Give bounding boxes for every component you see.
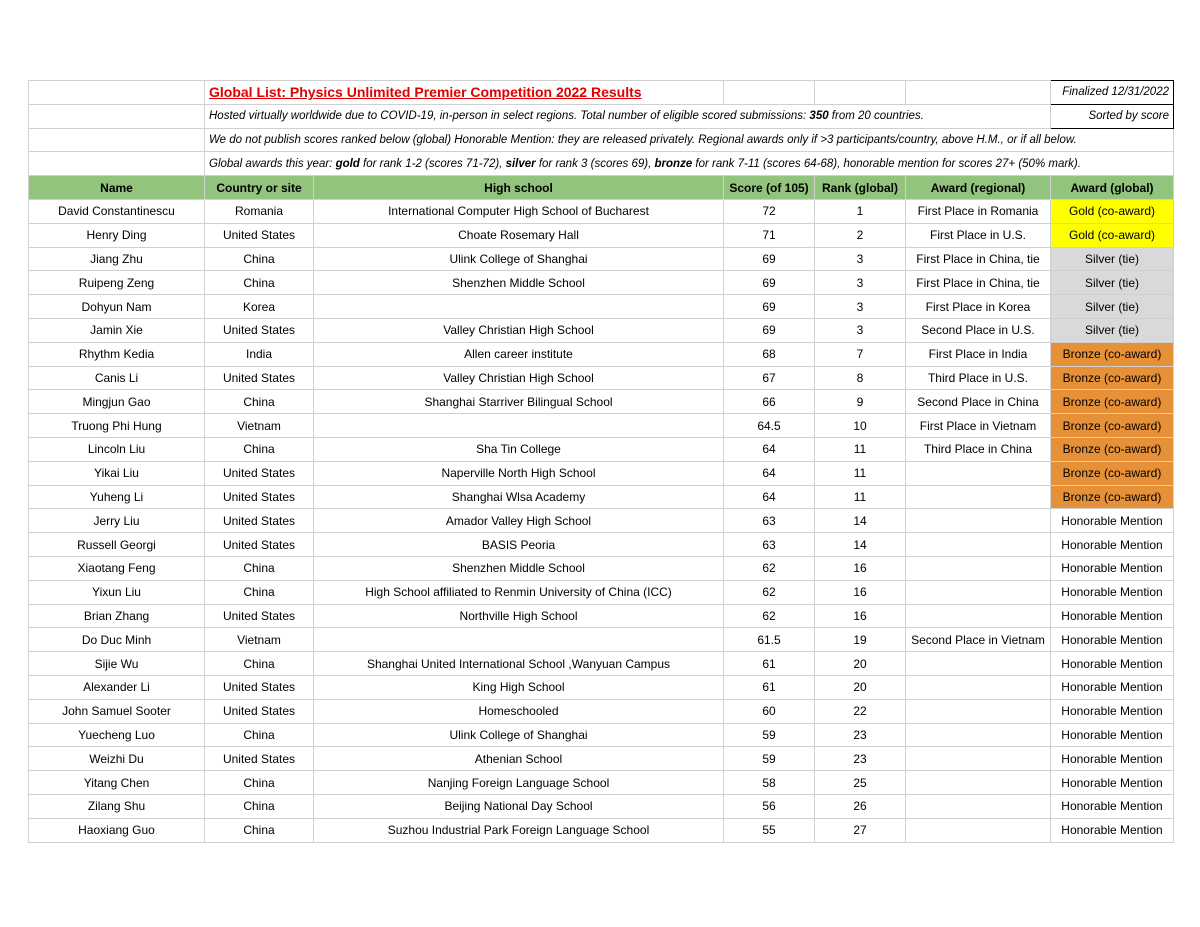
cell-award-global: Silver (tie) bbox=[1051, 295, 1174, 319]
cell-score: 72 bbox=[724, 199, 815, 223]
cell-country: China bbox=[205, 818, 314, 842]
cell-name: Yuecheng Luo bbox=[29, 723, 205, 747]
cell-school bbox=[314, 628, 724, 652]
cell-country: China bbox=[205, 271, 314, 295]
cell-award-regional bbox=[906, 580, 1051, 604]
cell-name: Mingjun Gao bbox=[29, 390, 205, 414]
cell-award-regional: Third Place in U.S. bbox=[906, 366, 1051, 390]
cell-school: Ulink College of Shanghai bbox=[314, 723, 724, 747]
cell-rank: 11 bbox=[815, 461, 906, 485]
cell-score: 62 bbox=[724, 556, 815, 580]
cell-award-global: Silver (tie) bbox=[1051, 318, 1174, 342]
cell-score: 64 bbox=[724, 485, 815, 509]
cell-rank: 23 bbox=[815, 723, 906, 747]
cell-country: United States bbox=[205, 485, 314, 509]
cell-award-global: Bronze (co-award) bbox=[1051, 390, 1174, 414]
cell-award-global: Honorable Mention bbox=[1051, 509, 1174, 533]
table-row bbox=[29, 271, 1174, 295]
finalized-date: Finalized 12/31/2022 bbox=[1051, 81, 1174, 105]
table-row bbox=[29, 556, 1174, 580]
table-row bbox=[29, 794, 1174, 818]
cell-rank: 25 bbox=[815, 771, 906, 795]
cell-rank: 26 bbox=[815, 794, 906, 818]
cell-score: 62 bbox=[724, 604, 815, 628]
col-award-global: Award (global) bbox=[1051, 176, 1174, 200]
cell-school: Shanghai United International School ,Wanyuan Campus bbox=[314, 652, 724, 676]
cell-award-regional bbox=[906, 604, 1051, 628]
cell-name: Brian Zhang bbox=[29, 604, 205, 628]
table-row bbox=[29, 675, 1174, 699]
cell-name: Russell Georgi bbox=[29, 533, 205, 557]
cell-school bbox=[314, 414, 724, 438]
cell-rank: 16 bbox=[815, 580, 906, 604]
table-row bbox=[29, 509, 1174, 533]
results-body bbox=[29, 199, 1174, 842]
col-name: Name bbox=[29, 176, 205, 200]
cell-name: Zilang Shu bbox=[29, 794, 205, 818]
table-row bbox=[29, 652, 1174, 676]
table-row bbox=[29, 747, 1174, 771]
table-row bbox=[29, 414, 1174, 438]
cell-school: Ulink College of Shanghai bbox=[314, 247, 724, 271]
cell-rank: 22 bbox=[815, 699, 906, 723]
cell-school: Valley Christian High School bbox=[314, 318, 724, 342]
cell-school: Valley Christian High School bbox=[314, 366, 724, 390]
cell-award-regional bbox=[906, 747, 1051, 771]
cell-award-regional bbox=[906, 794, 1051, 818]
cell-rank: 10 bbox=[815, 414, 906, 438]
table-row bbox=[29, 580, 1174, 604]
table-row bbox=[29, 723, 1174, 747]
cell-award-regional: First Place in Romania bbox=[906, 199, 1051, 223]
cell-score: 59 bbox=[724, 747, 815, 771]
table-row bbox=[29, 390, 1174, 414]
cell-school bbox=[314, 295, 724, 319]
table-row bbox=[29, 771, 1174, 795]
cell-country: China bbox=[205, 390, 314, 414]
note-award-thresholds: Global awards this year: gold for rank 1-2 (scores 71-72), silver for rank 3 (scores 69), bronze for rank 7-11 (scores 64-68), honorable mention for scores 27+ (50% mark). bbox=[205, 152, 1174, 176]
cell-score: 69 bbox=[724, 295, 815, 319]
cell-name: Haoxiang Guo bbox=[29, 818, 205, 842]
cell-award-regional: Third Place in China bbox=[906, 437, 1051, 461]
cell-rank: 3 bbox=[815, 247, 906, 271]
cell-award-global: Honorable Mention bbox=[1051, 628, 1174, 652]
cell-score: 64 bbox=[724, 461, 815, 485]
cell-school: BASIS Peoria bbox=[314, 533, 724, 557]
cell-school: Choate Rosemary Hall bbox=[314, 223, 724, 247]
cell-award-regional: Second Place in U.S. bbox=[906, 318, 1051, 342]
cell-rank: 19 bbox=[815, 628, 906, 652]
cell-country: United States bbox=[205, 223, 314, 247]
cell-score: 63 bbox=[724, 533, 815, 557]
cell-award-regional: First Place in Vietnam bbox=[906, 414, 1051, 438]
col-country: Country or site bbox=[205, 176, 314, 200]
cell-award-regional bbox=[906, 723, 1051, 747]
cell-rank: 27 bbox=[815, 818, 906, 842]
cell-award-regional: First Place in Korea bbox=[906, 295, 1051, 319]
cell-rank: 7 bbox=[815, 342, 906, 366]
cell-rank: 3 bbox=[815, 271, 906, 295]
cell-score: 64 bbox=[724, 437, 815, 461]
cell-award-global: Honorable Mention bbox=[1051, 699, 1174, 723]
cell-name: Ruipeng Zeng bbox=[29, 271, 205, 295]
cell-name: Alexander Li bbox=[29, 675, 205, 699]
cell-award-regional: First Place in China, tie bbox=[906, 271, 1051, 295]
cell-school: High School affiliated to Renmin University of China (ICC) bbox=[314, 580, 724, 604]
cell-score: 61 bbox=[724, 652, 815, 676]
cell-award-global: Honorable Mention bbox=[1051, 771, 1174, 795]
cell-award-regional bbox=[906, 818, 1051, 842]
cell-name: Yikai Liu bbox=[29, 461, 205, 485]
cell-rank: 23 bbox=[815, 747, 906, 771]
cell-country: China bbox=[205, 580, 314, 604]
cell-country: Romania bbox=[205, 199, 314, 223]
cell-name: Jiang Zhu bbox=[29, 247, 205, 271]
cell-award-global: Honorable Mention bbox=[1051, 580, 1174, 604]
cell-score: 69 bbox=[724, 271, 815, 295]
cell-award-global: Honorable Mention bbox=[1051, 652, 1174, 676]
cell-country: Vietnam bbox=[205, 628, 314, 652]
cell-award-global: Silver (tie) bbox=[1051, 271, 1174, 295]
cell-score: 61.5 bbox=[724, 628, 815, 652]
cell-rank: 14 bbox=[815, 533, 906, 557]
cell-name: Yitang Chen bbox=[29, 771, 205, 795]
cell-school: Naperville North High School bbox=[314, 461, 724, 485]
cell-name: Dohyun Nam bbox=[29, 295, 205, 319]
cell-score: 60 bbox=[724, 699, 815, 723]
cell-school: International Computer High School of Bucharest bbox=[314, 199, 724, 223]
cell-school: Allen career institute bbox=[314, 342, 724, 366]
col-rank: Rank (global) bbox=[815, 176, 906, 200]
cell-school: Amador Valley High School bbox=[314, 509, 724, 533]
cell-country: United States bbox=[205, 509, 314, 533]
cell-name: Jerry Liu bbox=[29, 509, 205, 533]
cell-name: David Constantinescu bbox=[29, 199, 205, 223]
cell-award-regional bbox=[906, 509, 1051, 533]
table-row bbox=[29, 699, 1174, 723]
col-score: Score (of 105) bbox=[724, 176, 815, 200]
cell-country: India bbox=[205, 342, 314, 366]
cell-school: Beijing National Day School bbox=[314, 794, 724, 818]
cell-award-global: Silver (tie) bbox=[1051, 247, 1174, 271]
cell-school: Homeschooled bbox=[314, 699, 724, 723]
cell-school: Suzhou Industrial Park Foreign Language School bbox=[314, 818, 724, 842]
cell-award-global: Gold (co-award) bbox=[1051, 223, 1174, 247]
cell-country: United States bbox=[205, 318, 314, 342]
cell-score: 59 bbox=[724, 723, 815, 747]
cell-name: Truong Phi Hung bbox=[29, 414, 205, 438]
cell-rank: 8 bbox=[815, 366, 906, 390]
cell-award-regional: Second Place in Vietnam bbox=[906, 628, 1051, 652]
table-row bbox=[29, 604, 1174, 628]
cell-award-global: Honorable Mention bbox=[1051, 604, 1174, 628]
cell-award-regional bbox=[906, 652, 1051, 676]
cell-name: Yixun Liu bbox=[29, 580, 205, 604]
cell-award-regional: First Place in China, tie bbox=[906, 247, 1051, 271]
cell-award-regional bbox=[906, 556, 1051, 580]
cell-score: 68 bbox=[724, 342, 815, 366]
note-publication-policy: We do not publish scores ranked below (global) Honorable Mention: they are released privately. Regional awards only if >3 participants/country, above H.M., or if all below. bbox=[205, 128, 1174, 152]
table-row bbox=[29, 818, 1174, 842]
cell-country: China bbox=[205, 723, 314, 747]
sheet-header-block bbox=[29, 81, 1174, 176]
note-submissions: Hosted virtually worldwide due to COVID-19, in-person in select regions. Total number of eligible scored submissions: 350 from 20 countries. bbox=[205, 104, 1051, 128]
cell-award-global: Honorable Mention bbox=[1051, 556, 1174, 580]
table-row bbox=[29, 628, 1174, 652]
cell-rank: 16 bbox=[815, 556, 906, 580]
cell-name: Weizhi Du bbox=[29, 747, 205, 771]
cell-school: King High School bbox=[314, 675, 724, 699]
cell-rank: 2 bbox=[815, 223, 906, 247]
cell-rank: 14 bbox=[815, 509, 906, 533]
cell-award-global: Honorable Mention bbox=[1051, 723, 1174, 747]
cell-country: United States bbox=[205, 461, 314, 485]
cell-award-global: Bronze (co-award) bbox=[1051, 342, 1174, 366]
cell-country: China bbox=[205, 556, 314, 580]
cell-rank: 3 bbox=[815, 295, 906, 319]
cell-country: United States bbox=[205, 604, 314, 628]
cell-award-global: Bronze (co-award) bbox=[1051, 437, 1174, 461]
sort-note: Sorted by score bbox=[1051, 104, 1174, 128]
table-row bbox=[29, 247, 1174, 271]
cell-award-regional: First Place in India bbox=[906, 342, 1051, 366]
cell-country: United States bbox=[205, 699, 314, 723]
cell-award-global: Bronze (co-award) bbox=[1051, 414, 1174, 438]
cell-award-regional bbox=[906, 485, 1051, 509]
cell-score: 69 bbox=[724, 247, 815, 271]
cell-rank: 11 bbox=[815, 485, 906, 509]
cell-score: 62 bbox=[724, 580, 815, 604]
results-sheet bbox=[28, 80, 1174, 843]
cell-award-regional: Second Place in China bbox=[906, 390, 1051, 414]
table-row bbox=[29, 295, 1174, 319]
cell-rank: 9 bbox=[815, 390, 906, 414]
cell-school: Shenzhen Middle School bbox=[314, 271, 724, 295]
cell-name: Jamin Xie bbox=[29, 318, 205, 342]
table-row bbox=[29, 485, 1174, 509]
cell-name: Lincoln Liu bbox=[29, 437, 205, 461]
cell-rank: 3 bbox=[815, 318, 906, 342]
cell-name: Sijie Wu bbox=[29, 652, 205, 676]
table-row bbox=[29, 437, 1174, 461]
cell-score: 69 bbox=[724, 318, 815, 342]
cell-score: 64.5 bbox=[724, 414, 815, 438]
cell-award-global: Bronze (co-award) bbox=[1051, 366, 1174, 390]
cell-school: Sha Tin College bbox=[314, 437, 724, 461]
cell-award-global: Gold (co-award) bbox=[1051, 199, 1174, 223]
cell-rank: 1 bbox=[815, 199, 906, 223]
cell-award-regional: First Place in U.S. bbox=[906, 223, 1051, 247]
cell-country: Korea bbox=[205, 295, 314, 319]
cell-award-regional bbox=[906, 699, 1051, 723]
cell-award-global: Honorable Mention bbox=[1051, 533, 1174, 557]
cell-name: Do Duc Minh bbox=[29, 628, 205, 652]
page-title: Global List: Physics Unlimited Premier Competition 2022 Results bbox=[205, 81, 724, 105]
cell-name: Xiaotang Feng bbox=[29, 556, 205, 580]
cell-award-global: Honorable Mention bbox=[1051, 747, 1174, 771]
cell-score: 71 bbox=[724, 223, 815, 247]
cell-rank: 11 bbox=[815, 437, 906, 461]
cell-name: John Samuel Sooter bbox=[29, 699, 205, 723]
cell-school: Northville High School bbox=[314, 604, 724, 628]
cell-country: China bbox=[205, 437, 314, 461]
table-row bbox=[29, 533, 1174, 557]
cell-school: Shenzhen Middle School bbox=[314, 556, 724, 580]
cell-award-regional bbox=[906, 533, 1051, 557]
cell-country: China bbox=[205, 247, 314, 271]
cell-score: 67 bbox=[724, 366, 815, 390]
cell-school: Shanghai Wlsa Academy bbox=[314, 485, 724, 509]
table-row bbox=[29, 366, 1174, 390]
cell-country: United States bbox=[205, 675, 314, 699]
column-header-row bbox=[29, 176, 1174, 200]
cell-school: Nanjing Foreign Language School bbox=[314, 771, 724, 795]
cell-score: 61 bbox=[724, 675, 815, 699]
cell-score: 63 bbox=[724, 509, 815, 533]
cell-country: United States bbox=[205, 533, 314, 557]
cell-name: Henry Ding bbox=[29, 223, 205, 247]
table-row bbox=[29, 342, 1174, 366]
table-row bbox=[29, 223, 1174, 247]
cell-name: Rhythm Kedia bbox=[29, 342, 205, 366]
cell-name: Yuheng Li bbox=[29, 485, 205, 509]
cell-award-regional bbox=[906, 771, 1051, 795]
table-row bbox=[29, 318, 1174, 342]
cell-country: China bbox=[205, 794, 314, 818]
cell-score: 66 bbox=[724, 390, 815, 414]
cell-award-global: Bronze (co-award) bbox=[1051, 461, 1174, 485]
table-row bbox=[29, 461, 1174, 485]
cell-award-regional bbox=[906, 675, 1051, 699]
cell-name: Canis Li bbox=[29, 366, 205, 390]
cell-award-global: Honorable Mention bbox=[1051, 818, 1174, 842]
cell-award-global: Bronze (co-award) bbox=[1051, 485, 1174, 509]
table-row bbox=[29, 199, 1174, 223]
cell-country: China bbox=[205, 652, 314, 676]
cell-award-global: Honorable Mention bbox=[1051, 675, 1174, 699]
cell-country: China bbox=[205, 771, 314, 795]
cell-score: 58 bbox=[724, 771, 815, 795]
cell-rank: 16 bbox=[815, 604, 906, 628]
cell-country: United States bbox=[205, 366, 314, 390]
cell-award-global: Honorable Mention bbox=[1051, 794, 1174, 818]
cell-rank: 20 bbox=[815, 675, 906, 699]
cell-country: United States bbox=[205, 747, 314, 771]
cell-rank: 20 bbox=[815, 652, 906, 676]
col-award-regional: Award (regional) bbox=[906, 176, 1051, 200]
cell-country: Vietnam bbox=[205, 414, 314, 438]
col-school: High school bbox=[314, 176, 724, 200]
cell-score: 56 bbox=[724, 794, 815, 818]
cell-award-regional bbox=[906, 461, 1051, 485]
cell-school: Shanghai Starriver Bilingual School bbox=[314, 390, 724, 414]
cell-score: 55 bbox=[724, 818, 815, 842]
cell-school: Athenian School bbox=[314, 747, 724, 771]
